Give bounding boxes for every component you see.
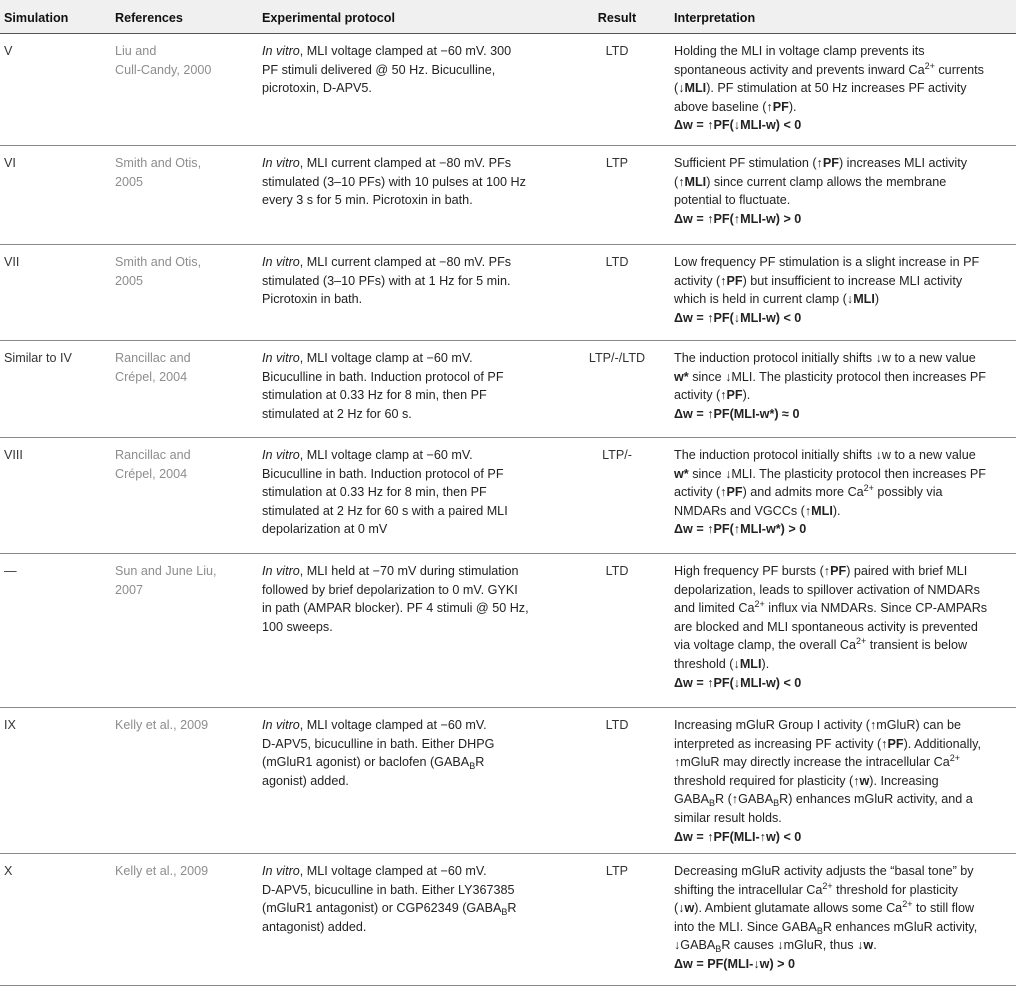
equation: Δw = ↑PF(MLI-↑w) < 0 [674, 829, 802, 844]
equation: Δw = ↑PF(↓MLI-w) < 0 [674, 675, 802, 690]
simulation-cell: VIII [4, 448, 23, 462]
references-cell: Sun and June Liu, 2007 [115, 564, 217, 597]
simulation-cell: X [4, 864, 13, 878]
interpretation-cell: Low frequency PF stimulation is a slight increase in PF activity (↑PF) but insufficient to increase MLI activity which is held in current clamp (↓MLI) Δw = ↑PF(↓MLI-w) < 0 [668, 245, 1016, 340]
table-row [0, 554, 1016, 708]
protocol-cell: In vitro, MLI current clamped at −80 mV. PFs stimulated (3–10 PFs) with 10 pulses at 100 Hz every 3 s for 5 min. Picrotoxin in bath. [262, 156, 526, 208]
interpretation-cell: High frequency PF bursts (↑PF) paired with brief MLI depolarization, leads to spillover activation of NMDARs and limited $Ca^{2+}$ influx via NMDARs. Since CP-AMPARs are blocked and MLI spontaneous activity is prevented via voltage clamp, the overall $Ca^{2+}$ transient is below threshold (↓MLI). Δw = ↑PF(↓MLI-w) < 0 [668, 554, 1016, 707]
simulation-cell: VII [4, 255, 20, 269]
protocol-cell: In vitro, MLI voltage clamp at −60 mV. Bicuculline in bath. Induction protocol of PF stimulation at 0.33 Hz for 8 min, then PF stimulated at 2 Hz for 60 s. [262, 351, 504, 421]
simulation-cell: VI [4, 156, 16, 170]
equation: Δw = ↑PF(↑MLI-w) > 0 [674, 211, 802, 226]
table-row [0, 854, 1016, 986]
result-cell: LTP [605, 156, 629, 170]
interpretation-cell: Increasing mGluR Group I activity (↑mGluR) can be interpreted as increasing PF activity (↑PF). Additionally, ↑mGluR may directly increase the intracellular $Ca^{2+}$ threshold required for plasticity (↑w). Increasing $GABA_BR$ $(↑GABA_BR)$ enhances mGluR activity, and a similar result holds. Δw = ↑PF(MLI-↑w) < 0 [668, 708, 1016, 853]
interpretation-cell: Decreasing mGluR activity adjusts the “basal tone” by shifting the intracellular $Ca^{2+}$ threshold for plasticity (↓w). Ambient glutamate allows some $Ca^{2+}$ to still flow into the MLI. Since $GABA_BR$ enhances mGluR activity, $↓GABA_BR$ causes ↓mGluR, thus ↓w. Δw = PF(MLI-↓w) > 0 [668, 854, 1016, 985]
result-cell: LTD [605, 564, 629, 578]
protocol-cell: In vitro, MLI voltage clamped at −60 mV. D-APV5, bicuculline in bath. Either DHPG (mGluR1 agonist) or baclofen ($GABA_BR$ agonist) added. [262, 718, 495, 788]
protocol-cell: In vitro, MLI voltage clamped at −60 mV. 300 PF stimuli delivered @ 50 Hz. Bicuculline, picrotoxin, D-APV5. [262, 44, 512, 96]
interpretation-cell: Holding the MLI in voltage clamp prevents its spontaneous activity and prevents inward $Ca^{2+}$ currents (↓MLI). PF stimulation at 50 Hz increases PF activity above baseline (↑PF). Δw = ↑PF(↓MLI-w) < 0 [668, 34, 1016, 145]
interpretation-cell: The induction protocol initially shifts ↓w to a new value w* since ↓MLI. The plasticity protocol then increases PF activity (↑PF). Δw = ↑PF(MLI-w*) ≈ 0 [668, 341, 1016, 437]
references-cell: Kelly et al., 2009 [115, 718, 209, 732]
references-cell: Smith and Otis, 2005 [115, 255, 202, 288]
table-row [0, 708, 1016, 854]
result-cell: LTD [605, 718, 629, 732]
result-cell: LTP/- [602, 448, 632, 462]
simulation-cell: V [4, 44, 13, 58]
header-interpretation: Interpretation [674, 11, 756, 25]
table-row [0, 438, 1016, 554]
equation: Δw = ↑PF(↓MLI-w) < 0 [674, 118, 802, 133]
table-row [0, 146, 1016, 245]
result-cell: LTD [605, 44, 629, 58]
references-cell: Rancillac and Crépel, 2004 [115, 351, 191, 384]
equation: Δw = ↑PF(↑MLI-w*) > 0 [674, 522, 807, 537]
table-row [0, 341, 1016, 438]
table-row [0, 245, 1016, 341]
table-row [0, 34, 1016, 146]
protocol-cell: In vitro, MLI voltage clamped at −60 mV. D-APV5, bicuculline in bath. Either LY367385 (mGluR1 antagonist) or CGP62349 ($GABA_BR$ antagonist) added. [262, 864, 517, 934]
references-cell: Rancillac and Crépel, 2004 [115, 448, 191, 481]
protocol-cell: In vitro, MLI current clamped at −80 mV. PFs stimulated (3–10 PFs) with at 1 Hz for 5 min. Picrotoxin in bath. [262, 255, 512, 307]
header-simulation: Simulation [4, 11, 69, 25]
result-cell: LTP/-/LTD [588, 351, 646, 365]
references-cell: Smith and Otis, 2005 [115, 156, 202, 189]
simulation-cell: — [4, 564, 17, 578]
simulation-cell: Similar to IV [4, 351, 72, 365]
references-cell: Liu and Cull-Candy, 2000 [115, 44, 212, 77]
simulation-cell: IX [4, 718, 16, 732]
header-protocol: Experimental protocol [262, 11, 395, 25]
interpretation-cell: Sufficient PF stimulation (↑PF) increases MLI activity (↑MLI) since current clamp allows the membrane potential to fluctuate. Δw = ↑PF(↑MLI-w) > 0 [668, 146, 1016, 244]
table-header [0, 0, 1016, 34]
header-references: References [115, 11, 183, 25]
equation: Δw = PF(MLI-↓w) > 0 [674, 956, 796, 971]
result-cell: LTP [605, 864, 629, 878]
interpretation-cell: The induction protocol initially shifts ↓w to a new value w* since ↓MLI. The plasticity protocol then increases PF activity (↑PF) and admits more $Ca^{2+}$ possibly via NMDARs and VGCCs (↑MLI). Δw = ↑PF(↑MLI-w*) > 0 [668, 438, 1016, 553]
references-cell: Kelly et al., 2009 [115, 864, 209, 878]
header-result: Result [597, 11, 637, 25]
result-cell: LTD [605, 255, 629, 269]
equation: Δw = ↑PF(↓MLI-w) < 0 [674, 310, 802, 325]
protocol-cell: In vitro, MLI held at −70 mV during stimulation followed by brief depolarization to 0 mV. GYKI in path (AMPAR blocker). PF 4 stimuli @ 50 Hz, 100 sweeps. [262, 564, 529, 634]
equation: Δw = ↑PF(MLI-w*) ≈ 0 [674, 406, 800, 421]
protocol-cell: In vitro, MLI voltage clamp at −60 mV. Bicuculline in bath. Induction protocol of PF stimulation at 0.33 Hz for 8 min, then PF stimulated at 2 Hz for 60 s with a paired MLI depolarization at 0 mV [262, 448, 508, 537]
